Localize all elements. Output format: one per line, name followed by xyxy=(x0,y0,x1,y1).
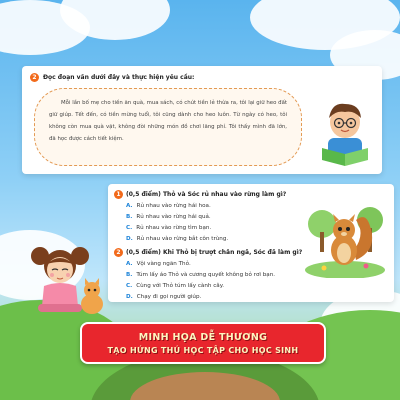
option-letter: D. xyxy=(126,294,133,300)
passage-text: Mỗi lần bố mẹ cho tiền ăn quà, mua sách, có chút tiền lẻ thừa ra, tôi lại giữ heo đất giữ giúp. Tết đến, có tiền mừng tuổi, tôi cũng dành cho heo luôn. Từ ngày có heo, tôi không còn mua quà vặt, không đòi những món đồ chơi lãng phí. Tôi thấy mình đã lớn, đã học được cách tiết kiệm. xyxy=(34,88,302,166)
option-text: Rủ nhau vào rừng hái quả. xyxy=(136,214,211,220)
answer-option[interactable] xyxy=(126,214,211,220)
question-number-badge: 1 xyxy=(114,190,123,199)
answer-option[interactable] xyxy=(126,203,211,209)
section-number-badge: 2 xyxy=(30,73,39,82)
option-letter: C. xyxy=(126,225,133,231)
option-letter: A. xyxy=(126,203,133,209)
banner-headline: MINH HỌA DỄ THƯƠNG xyxy=(138,331,268,343)
answer-option[interactable] xyxy=(126,261,191,267)
question-prompt: (0,5 điểm) Khi Thỏ bị trượt chân ngã, Sóc đã làm gì? xyxy=(126,249,303,256)
option-text: Rủ nhau vào rừng tìm bạn. xyxy=(136,225,212,231)
option-text: Rủ nhau vào rừng hái hoa. xyxy=(136,203,211,209)
option-letter: B. xyxy=(126,214,133,220)
option-text: Túm lấy áo Thỏ và cương quyết không bỏ rơi bạn. xyxy=(136,272,276,278)
option-text: Chạy đi gọi người giúp. xyxy=(136,294,202,300)
option-letter: B. xyxy=(126,272,133,278)
reading-passage-panel xyxy=(22,66,382,174)
squirrel-icon xyxy=(304,198,386,278)
option-text: Vội vàng ngăn Thỏ. xyxy=(136,261,191,267)
option-letter: C. xyxy=(126,283,133,289)
option-letter: D. xyxy=(126,236,133,242)
answer-option[interactable] xyxy=(126,283,224,289)
answer-option[interactable] xyxy=(126,225,211,231)
answer-option[interactable] xyxy=(126,272,275,278)
banner-subline: TẠO HỨNG THÚ HỌC TẬP CHO HỌC SINH xyxy=(107,345,299,355)
answer-option[interactable] xyxy=(126,294,201,300)
girl-with-cat-icon xyxy=(28,240,108,318)
question-prompt: (0,5 điểm) Thỏ và Sóc rủ nhau vào rừng làm gì? xyxy=(126,191,287,198)
option-letter: A. xyxy=(126,261,133,267)
question-number-badge: 2 xyxy=(114,248,123,257)
option-text: Rủ nhau vào rừng bắt côn trùng. xyxy=(136,236,229,242)
questions-panel xyxy=(108,184,394,302)
section-instruction: Đọc đoạn văn dưới đây và thực hiện yêu cầu: xyxy=(43,74,195,81)
boy-reading-icon xyxy=(314,96,376,168)
answer-option[interactable] xyxy=(126,236,228,242)
promo-banner xyxy=(80,322,326,364)
option-text: Cùng với Thỏ túm lấy cành cây. xyxy=(136,283,224,289)
